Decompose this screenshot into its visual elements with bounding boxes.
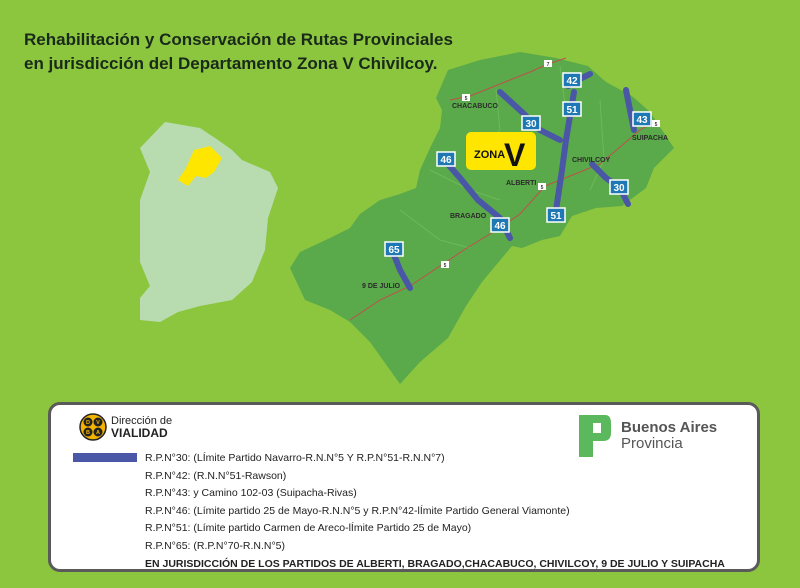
legend-item-rp42: R.P.N°42: (R.N.N°51-Rawson) [145,469,287,482]
legend-list [145,450,725,573]
legend-panel [48,402,760,572]
town-9-de-julio: 9 DE JULIO [362,283,401,290]
route-shield-46-south [491,218,509,232]
svg-text:5: 5 [443,263,447,269]
svg-text:46: 46 [440,155,452,166]
national-shield-5-b [652,120,660,128]
route-shield-42 [563,73,581,87]
svg-text:43: 43 [636,115,648,126]
svg-text:5: 5 [464,96,468,102]
vialidad-line-2: VIALIDAD [111,426,168,440]
vialidad-line-1: Dirección de [111,415,173,427]
legend-item-rp43: R.P.N°43: y Camino 102-03 (Suipacha-Rivas) [145,487,357,500]
legend-item-rp51: R.P.N°51: (Límite partido Carmen de Areco-lÍmite Partido 25 de Mayo) [145,522,472,535]
svg-text:7: 7 [546,62,550,68]
svg-text:5: 5 [540,185,544,191]
svg-text:ZONA: ZONA [474,149,506,161]
svg-text:51: 51 [550,211,562,222]
svg-text:30: 30 [525,119,537,130]
svg-text:46: 46 [494,221,506,232]
svg-text:65: 65 [388,245,400,256]
legend-footer: EN JURISDICCIÓN DE LOS PARTIDOS DE ALBERTI, BRAGADO,CHACABUCO, CHIVILCOY, 9 DE JULIO Y SUIPACHA [145,557,725,570]
zone-badge [466,132,536,173]
svg-text:V: V [96,420,100,426]
legend-item-rp46: R.P.N°46: (Límite partido 25 de Mayo-R.N.N°5 y R.P.N°42-lÍmite Partido General Viamonte) [145,504,570,517]
svg-text:D: D [86,420,90,426]
route-shield-43 [633,112,651,126]
route-shield-51-north [563,102,581,116]
title-line-2: en jurisdicción del Departamento Zona V Chivilcoy. [24,54,438,73]
route-line-swatch [73,453,137,462]
svg-text:51: 51 [566,105,578,116]
ba-line-1: Buenos Aires [621,419,718,436]
national-shield-5-a [462,94,470,102]
svg-text:30: 30 [613,183,625,194]
town-alberti: ALBERTI [506,180,537,187]
town-suipacha: SUIPACHA [632,135,669,142]
ba-line-2: Provincia [621,435,683,452]
national-shield-7 [544,60,552,68]
town-chacabuco: CHACABUCO [452,103,498,110]
vialidad-logo [79,413,172,441]
route-shield-65 [385,242,403,256]
town-chivilcoy: CHIVILCOY [572,157,611,164]
national-shield-5-d [441,261,449,269]
route-shield-46-north [437,152,455,166]
route-shield-30-north [522,116,540,130]
town-bragado: BRAGADO [450,213,487,220]
svg-text:5: 5 [654,122,658,128]
svg-text:42: 42 [566,76,578,87]
svg-text:A: A [96,430,100,436]
national-shield-5-c [538,183,546,191]
route-shield-51-south [547,208,565,222]
legend-item-rp65: R.P.N°65: (R.P.N°70-R.N.N°5) [145,539,286,552]
legend-item-rp30: R.P.N°30: (LÍmite Partido Navarro-R.N.N°5 Y R.P.N°51-R.N.N°7) [145,452,445,464]
route-shield-30-south [610,180,628,194]
title-line-1: Rehabilitación y Conservación de Rutas Provinciales [24,30,453,49]
svg-text:V: V [504,137,526,173]
vialidad-seal-icon [79,413,107,441]
svg-text:B: B [86,430,90,436]
